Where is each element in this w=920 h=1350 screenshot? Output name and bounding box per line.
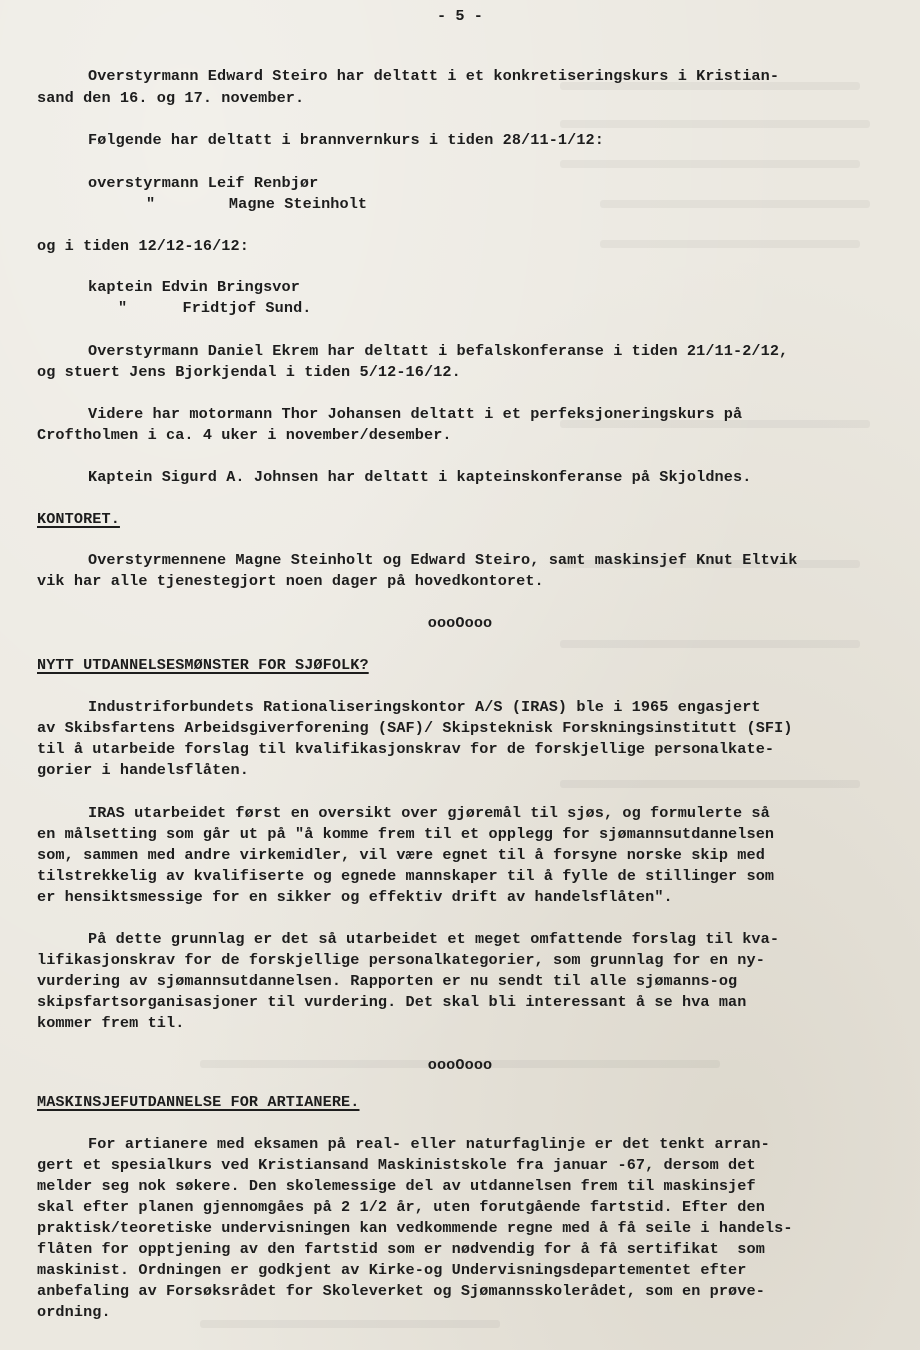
utdannelse-p3-line2: lifikasjonskrav for de forskjellige personalkategorier, som grunnlag for en ny- [37, 951, 765, 969]
maskinsjef-p1-line9: ordning. [37, 1303, 111, 1321]
utdannelse-heading: NYTT UTDANNELSESMØNSTER FOR SJØFOLK? [37, 656, 369, 674]
maskinsjef-heading: MASKINSJEFUTDANNELSE FOR ARTIANERE. [37, 1093, 360, 1111]
utdannelse-p2-line1: IRAS utarbeidet først en oversikt over gjøremål til sjøs, og formulerte så [88, 804, 770, 822]
utdannelse-p1-line3: til å utarbeide forslag til kvalifikasjonskrav for de forskjellige personalkate- [37, 740, 775, 758]
utdannelse-p3-line5: kommer frem til. [37, 1014, 185, 1032]
intro-list2-item2: " Fridtjof Sund. [118, 299, 312, 317]
kontoret-p1-line1: Overstyrmennene Magne Steinholt og Edward Steiro, samt maskinsjef Knut Eltvik [88, 551, 798, 569]
maskinsjef-p1-line1: For artianere med eksamen på real- eller naturfaglinje er det tenkt arran- [88, 1135, 770, 1153]
maskinsjef-p1-line7: maskinist. Ordningen er godkjent av Kirke-og Undervisningsdepartementet efter [37, 1261, 747, 1279]
maskinsjef-p1-line3: melder seg nok søkere. Den skolemessige del av utdannelsen frem til maskinsjef [37, 1177, 756, 1195]
maskinsjef-p1-line8: anbefaling av Forsøksrådet for Skoleverket og Sjømannsskolerådet, som en prøve- [37, 1282, 765, 1300]
utdannelse-p1-line2: av Skibsfartens Arbeidsgiverforening (SAF)/ Skipsteknisk Forskningsinstitutt (SFI) [37, 719, 793, 737]
utdannelse-p3-line4: skipsfartsorganisasjoner til vurdering. Det skal bli interessant å se hva man [37, 993, 747, 1011]
utdannelse-p1-line4: gorier i handelsflåten. [37, 761, 249, 779]
utdannelse-p2-line3: som, sammen med andre virkemidler, vil være egnet til å forsyne norske skip med [37, 846, 765, 864]
intro-p4-line2: og stuert Jens Bjorkjendal i tiden 5/12-16/12. [37, 363, 461, 381]
kontoret-p1-line2: vik har alle tjenestegjort noen dager på hovedkontoret. [37, 572, 544, 590]
intro-list1-item2: " Magne Steinholt [146, 195, 368, 213]
separator-1: oooOooo [427, 614, 493, 632]
intro-list1-item1: overstyrmann Leif Renbjør [88, 174, 319, 192]
maskinsjef-p1-line5: praktisk/teoretiske undervisningen kan vedkommende regne med å få seile i handels- [37, 1219, 793, 1237]
intro-p5-line1: Videre har motormann Thor Johansen deltatt i et perfeksjoneringskurs på [88, 405, 743, 423]
intro-p2: Følgende har deltatt i brannvernkurs i tiden 28/11-1/12: [88, 131, 604, 149]
intro-p4-line1: Overstyrmann Daniel Ekrem har deltatt i befalskonferanse i tiden 21/11-2/12, [88, 342, 789, 360]
page-number: - 5 - [436, 7, 484, 25]
intro-p3: og i tiden 12/12-16/12: [37, 237, 249, 255]
maskinsjef-p1-line2: gert et spesialkurs ved Kristiansand Maskinistskole fra januar -67, dersom det [37, 1156, 756, 1174]
intro-p6: Kaptein Sigurd A. Johnsen har deltatt i kapteinskonferanse på Skjoldnes. [88, 468, 752, 486]
utdannelse-p3-line1: På dette grunnlag er det så utarbeidet et meget omfattende forslag til kva- [88, 930, 780, 948]
kontoret-heading: KONTORET. [37, 510, 120, 528]
intro-list2-item1: kaptein Edvin Bringsvor [88, 278, 300, 296]
utdannelse-p2-line4: tilstrekkelig av kvalifiserte og egnede mannskaper til å fylle de stillinger som [37, 867, 775, 885]
intro-p1-line1: Overstyrmann Edward Steiro har deltatt i et konkretiseringskurs i Kristian- [88, 67, 780, 85]
utdannelse-p3-line3: vurdering av sjømannsutdannelsen. Rapporten er nu sendt til alle sjømanns-og [37, 972, 738, 990]
maskinsjef-p1-line4: skal efter planen gjennomgåes på 2 1/2 år, uten forutgående fartstid. Efter den [37, 1198, 765, 1216]
intro-p5-line2: Croftholmen i ca. 4 uker i november/desember. [37, 426, 452, 444]
separator-2: oooOooo [427, 1056, 493, 1074]
maskinsjef-p1-line6: flåten for opptjening av den fartstid som er nødvendig for å få sertifikat som [37, 1240, 765, 1258]
utdannelse-p2-line2: en målsetting som går ut på "å komme frem til et opplegg for sjømannsutdannelsen [37, 825, 775, 843]
utdannelse-p1-line1: Industriforbundets Rationaliseringskontor A/S (IRAS) ble i 1965 engasjert [88, 698, 761, 716]
utdannelse-p2-line5: er hensiktsmessige for en sikker og effektiv drift av handelsflåten". [37, 888, 673, 906]
intro-p1-line2: sand den 16. og 17. november. [37, 89, 305, 107]
